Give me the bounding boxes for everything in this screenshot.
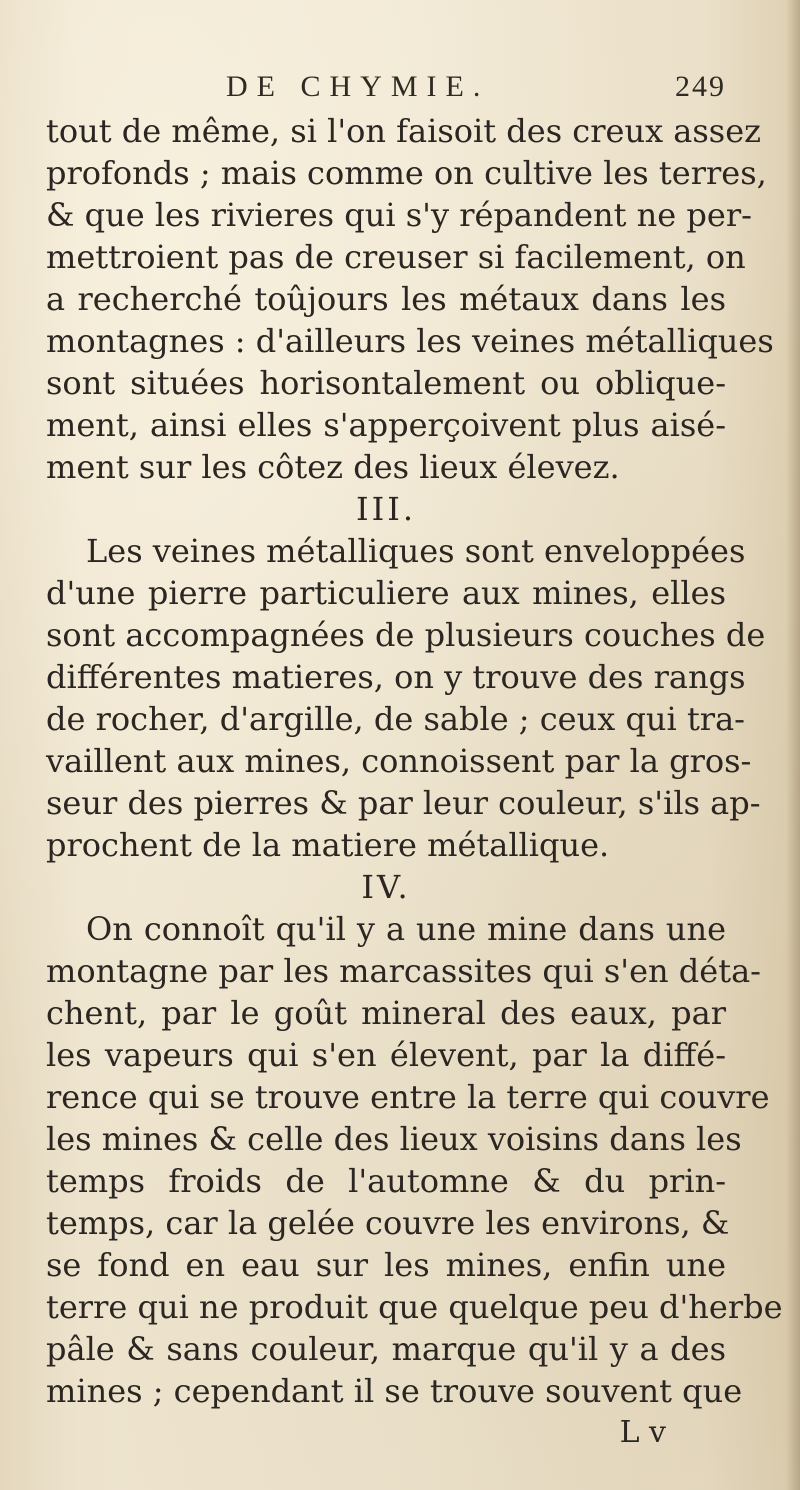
text-line: les mines & celle des lieux voisins dans les — [46, 1120, 742, 1158]
text-line: d'une pierre particuliere aux mines, elles — [46, 574, 726, 612]
text-line: tout de même, si l'on faisoit des creux assez — [46, 112, 761, 150]
text-line: les vapeurs qui s'en élevent, par la diffé- — [46, 1036, 726, 1074]
text-line: temps froids de l'automne & du prin- — [46, 1162, 726, 1200]
text-line: On connoît qu'il y a une mine dans une — [86, 910, 726, 948]
running-head — [46, 70, 726, 110]
text-line: a recherché toûjours les métaux dans les — [46, 280, 726, 318]
text-block — [46, 70, 783, 1454]
text-line: mettroient pas de creuser si facilement, on — [46, 238, 746, 276]
text-line: se fond en eau sur les mines, enfin une — [46, 1246, 726, 1284]
text-line: ment, ainsi elles s'apperçoivent plus aisé- — [46, 406, 726, 444]
text-line: temps, car la gelée couvre les environs, & — [46, 1204, 730, 1242]
signature-mark: L v — [619, 1415, 666, 1450]
text-line: seur des pierres & par leur couleur, s'ils ap- — [46, 784, 761, 822]
text-line: vaillent aux mines, connoissent par la gros- — [46, 742, 752, 780]
text-line: différentes matieres, on y trouve des rangs — [46, 658, 746, 696]
text-line: chent, par le goût mineral des eaux, par — [46, 994, 726, 1032]
running-head-title: DE CHYMIE. — [226, 70, 490, 103]
text-line: terre qui ne produit que quelque peu d'herbe — [46, 1288, 783, 1326]
text-line: sont accompagnées de plusieurs couches de — [46, 616, 766, 654]
text-line: rence qui se trouve entre la terre qui couvre — [46, 1078, 770, 1116]
page-number: 249 — [675, 70, 726, 103]
text-line: & que les rivieres qui s'y répandent ne per- — [46, 196, 752, 234]
text-line: mines ; cependant il se trouve souvent que — [46, 1372, 743, 1410]
text-line: de rocher, d'argille, de sable ; ceux qui tra- — [46, 700, 745, 738]
text-line: ment sur les côtez des lieux élevez. — [46, 448, 620, 486]
text-line: montagnes : d'ailleurs les veines métalliques — [46, 322, 774, 360]
section-number: III. — [355, 490, 417, 528]
text-line: profonds ; mais comme on cultive les terres, — [46, 154, 767, 192]
text-line: prochent de la matiere métallique. — [46, 826, 610, 864]
text-line: sont situées horisontalement ou oblique- — [46, 364, 726, 402]
text-line: montagne par les marcassites qui s'en déta- — [46, 952, 761, 990]
text-line: pâle & sans couleur, marque qu'il y a des — [46, 1330, 726, 1368]
page-edge-shadow — [786, 0, 800, 1490]
section-number: IV. — [361, 868, 411, 906]
text-line: Les veines métalliques sont enveloppées — [86, 532, 746, 570]
